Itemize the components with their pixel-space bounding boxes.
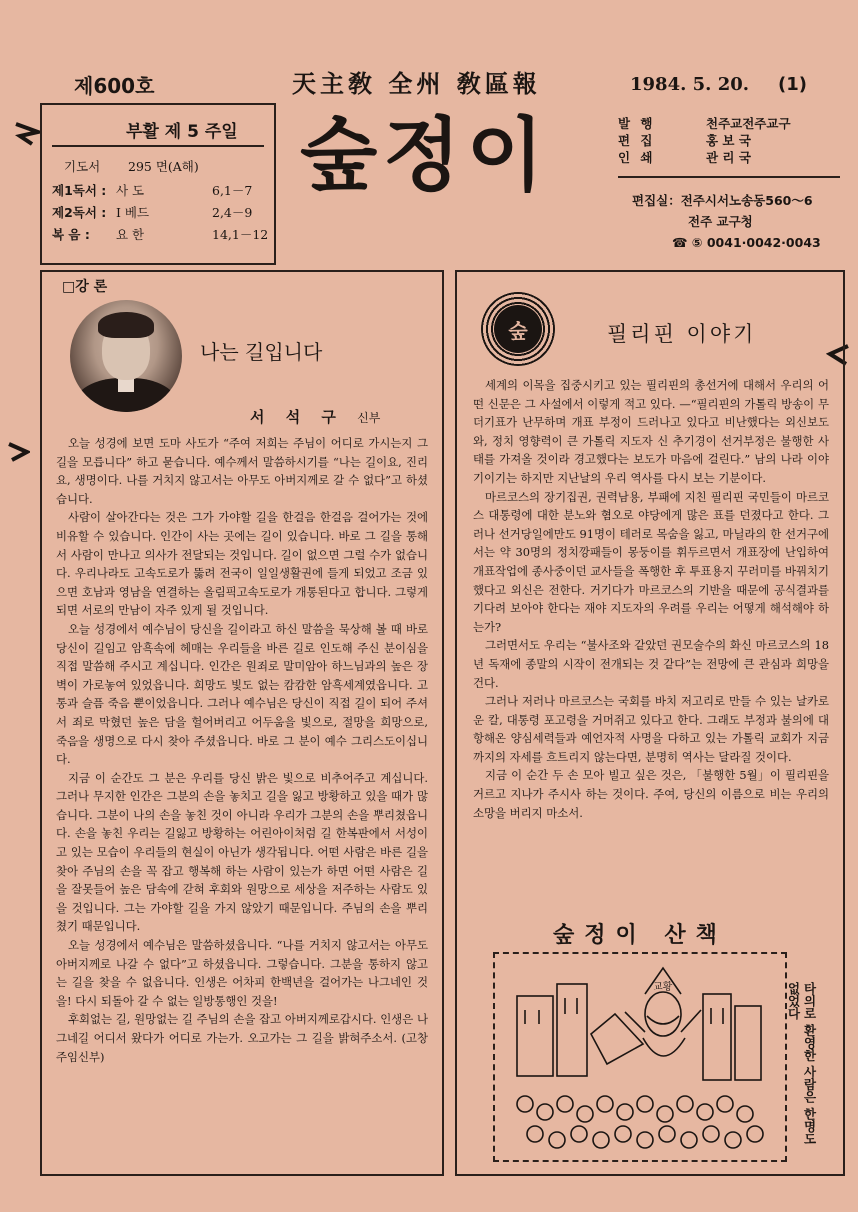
reading-label: 기도서 (64, 159, 101, 174)
column-body (473, 376, 829, 822)
sunday-title: 부활 제 5 주일 (126, 122, 238, 142)
paragraph: 오늘 성경에 보면 도마 사도가 “주여 저희는 주님이 어디로 가시는지 그 길을 모릅니다” 하고 묻습니다. 예수께서 말씀하시기를 “나는 길이요, 진리요, 생명이다. 나를 거치지 않고서는 아무도 아버지께로 갈 수 없다”고 하셨습니다. (56, 436, 428, 506)
ornament-icon (12, 118, 42, 148)
author-photo (70, 300, 182, 412)
column-philippines (455, 270, 845, 1176)
author-name: 서 석 구 (250, 408, 344, 426)
publisher-key: 발 행 (618, 116, 656, 131)
sermon-headline: 나는 길입니다 (200, 340, 323, 364)
publisher-value: 홍 보 국 (706, 133, 751, 148)
paragraph: 사람이 살아간다는 것은 그가 가야할 길을 한걸음 한걸음 걸어가는 것에 비유할 수 있습니다. 인간이 사는 곳에는 길이 있습니다. 바로 그 길을 통해서 사람이 만나고 의사가 전달되는 것입니다. 길이 없으면 그럴 수가 없습니다. 우리나라도 고속도로가 뚫려 전국이 일일생활권에 들게 되었고 조금 있으면 호남과 영남을 연결하는 올림픽고속도로가 개통된다고 합니다. 그렇게 되면 서로의 만남이 자주 있게 될 것입니다. (56, 510, 428, 618)
column-headline: 필리핀 이야기 (607, 322, 757, 346)
reading-book: 요 한 (116, 227, 145, 242)
section-label: □강 론 (62, 279, 108, 295)
sermon-column (40, 270, 444, 1176)
reading-row (64, 157, 264, 177)
sermon-body (56, 434, 428, 1066)
office-address: 편집실：전주시서노송동560～6 (632, 193, 813, 208)
reading-label: 복 음 : (52, 227, 90, 242)
reading-ref: 6,1－7 (212, 183, 253, 198)
paper-name: 天主敎 全州 敎區報 (292, 69, 541, 98)
paragraph: 그러면서도 우리는 “불사조와 같았던 권모술수의 화신 마르코스의 18년 독재에 종말의 시작이 전개되는 것 같다”는 전망에 큰 관심과 희망을 건다. (473, 638, 829, 690)
cartoon-sign: 교황 (653, 982, 673, 993)
publisher-key: 편 집 (618, 133, 656, 148)
paragraph: 마르코스의 장기집권, 권력남용, 부패에 지친 필리핀 국민들이 마르코스 대통령에 대한 분노와 혐오로 야당에게 많은 표를 던졌다고 한다. 그러나 선거당일에만도 91명이 테러로 목숨을 잃고, 마닐라의 한 선거구에서는 약 30명의 정치깡패들이 몽둥이를 휘두르면서 개표장에 난입하여 개표작업에 종사중이던 교사들을 폭행한 후 투표용지 꾸러미를 바꿔치기했다고 외신은 전한다. 거기다가 마르코스의 기반을 때문에 공식결과를 기다려 보아야 한다는 재야 지도자의 우려를 우리는 어떻게 해석해야 하는가? (473, 489, 829, 634)
office-phone: ☎ ⑤ 0041·0042·0043 (672, 235, 821, 250)
publisher-info (618, 114, 791, 165)
paragraph: 지금 이 순간도 그 분은 우리를 당신 밝은 빛으로 비추어주고 계십니다. 그러나 무지한 인간은 그분의 손을 놓치고 길을 잃고 방황하고 있을 때가 많습니다. 그분이 나의 손을 놓친 것이 아니라 우리가 그분의 손을 뿌리쳤읍니다. 손을 놓친 우리는 길잃고 방황하는 어린아이처럼 길 한복판에서 서성이고 있는 모습이 우리들의 현실이 아닌가 생각됩니다. 어떤 사람은 바른 길을 찾아 주님의 손을 꼭 잡고 행복해 하는 사람이 있는가 하면 어떤 사람은 길을 잘못들어 높은 담속에 갇혀 후회와 원망으로 세상을 저주하는 사람도 있을 것입니다. 그는 가야할 길을 가지 않았기 때문입니다. 주님의 손을 뿌리쳤기 때문입니다. (56, 770, 428, 934)
paragraph: 지금 이 순간 두 손 모아 빌고 싶은 것은, 「불행한 5월」이 필리핀을 거르고 지나가 주시사 하는 것이다. 주여, 당신의 이름으로 비는 우리의 소망을 버리지 마소서. (473, 768, 829, 820)
reading-label: 제2독서 : (52, 205, 107, 220)
reading-row (52, 181, 264, 201)
reading-row (52, 225, 269, 245)
reading-label: 제1독서 : (52, 183, 107, 198)
publisher-value: 천주교전주교구 (706, 116, 791, 131)
paragraph: 오늘 성경에서 예수님은 말씀하셨읍니다. “나를 거치지 않고서는 아무도 아버지께로 나갈 수 없다”고 하셨읍니다. 그렇습니다. 그분을 통하지 않고는 길을 찾을 수 없읍니다. 인생은 어차피 한백년을 걸어가는 나그네인 것을! 다시 되돌아 갈 수 없는 일방통행인 것을! (56, 938, 428, 1008)
reading-book: 사 도 (116, 183, 145, 198)
paragraph: 후회없는 길, 원망없는 길 주님의 손을 잡고 아버지께로갑시다. 인생은 나그네길 어디서 왔다가 어디로 가는가. 오고가는 그 길을 밝혀주소서. (고창 주임신부) (56, 1012, 428, 1064)
reading-row (52, 203, 264, 223)
paragraph: 그러나 저러나 마르코스는 국회를 바치 저고리로 만들 수 있는 날카로운 칼, 대통령 포고령을 거머쥐고 있다고 한다. 그래도 부정과 불의에 대항해온 양심세력들과 예언자적 사명을 다하고 있는 가톨릭 교회가 지금까지의 자세를 흐트리지 않는다면, 분명히 역사는 달라질 것이다. (473, 694, 829, 764)
reading-ref: 14,1－12 (212, 227, 269, 242)
cartoon-caption: 타의로 환영한 사람은 한명도 없었다 (786, 982, 817, 1146)
page-number: (1) (778, 74, 807, 95)
liturgy-readings-box (40, 103, 276, 265)
nameplate: 숲정이 (300, 109, 550, 202)
paragraph: 오늘 성경에서 예수님이 당신을 길이라고 하신 말씀을 묵상해 볼 때 바로 당신이 길임고 암흑속에 헤매는 우리들을 바른 길로 인도해 주신 분이심을 직접 말씀해 주시고 계십니다. 인간은 원죄로 말미암아 하느님과의 높은 장벽이 가로놓여 있었읍니다. 희망도 빛도 없는 캄캄한 암흑세계였읍니다. 고통과 슬픔 죽음 뿐이었읍니다. 그러나 예수님은 당신이 직접 길이 되어 주셔서 죄로 막혔던 높은 담을 헐어버리고 어두움을 빛으로, 절망을 희망으로, 죽음을 생명으로 다시 찾아 주셨읍니다. 바로 그 분이 예수 그리스도이십니다. (56, 621, 428, 767)
cartoon-drawing (495, 954, 785, 1160)
publisher-key: 인 쇄 (618, 150, 656, 165)
cartoon-illustration (493, 952, 787, 1162)
issue-number: 제600호 (74, 74, 155, 98)
column-logo (481, 292, 555, 366)
divider (618, 176, 840, 178)
reading-book: 295 면(A해) (128, 159, 199, 174)
divider (52, 145, 264, 147)
byline (250, 406, 380, 427)
ornament-icon (6, 440, 30, 464)
paragraph: 세계의 이목을 집중시키고 있는 필리핀의 총선거에 대해서 우리의 어떤 신문은 그 사설에서 이렇게 적고 있다. —“필리핀의 가톨릭 방송이 무더기표가 난무하며 개표 부정이 드러나고 있다고 비난했다는 외신보도와, 정치 영향력이 큰 가톨릭 지도자 신 추기경이 선거부정은 불행한 사태를 가져올 것이라 경고했다는 보도가 마음에 걸린다.” 남의 나라 이야기이기는 하지만 지난날의 우리 역사를 다시 보는 기분이다. (473, 378, 829, 485)
reading-book: Ⅰ 베드 (116, 205, 150, 220)
logo-glyph: 숲 (494, 305, 542, 353)
issue-date: 1984. 5. 20. (630, 74, 750, 95)
office-name: 전주 교구청 (688, 214, 753, 229)
cartoon-title: 숲정이 산책 (553, 922, 727, 948)
editorial-office (632, 190, 821, 253)
reading-ref: 2,4－9 (212, 205, 253, 220)
publisher-value: 관 리 국 (706, 150, 751, 165)
author-role: 신부 (357, 411, 381, 425)
